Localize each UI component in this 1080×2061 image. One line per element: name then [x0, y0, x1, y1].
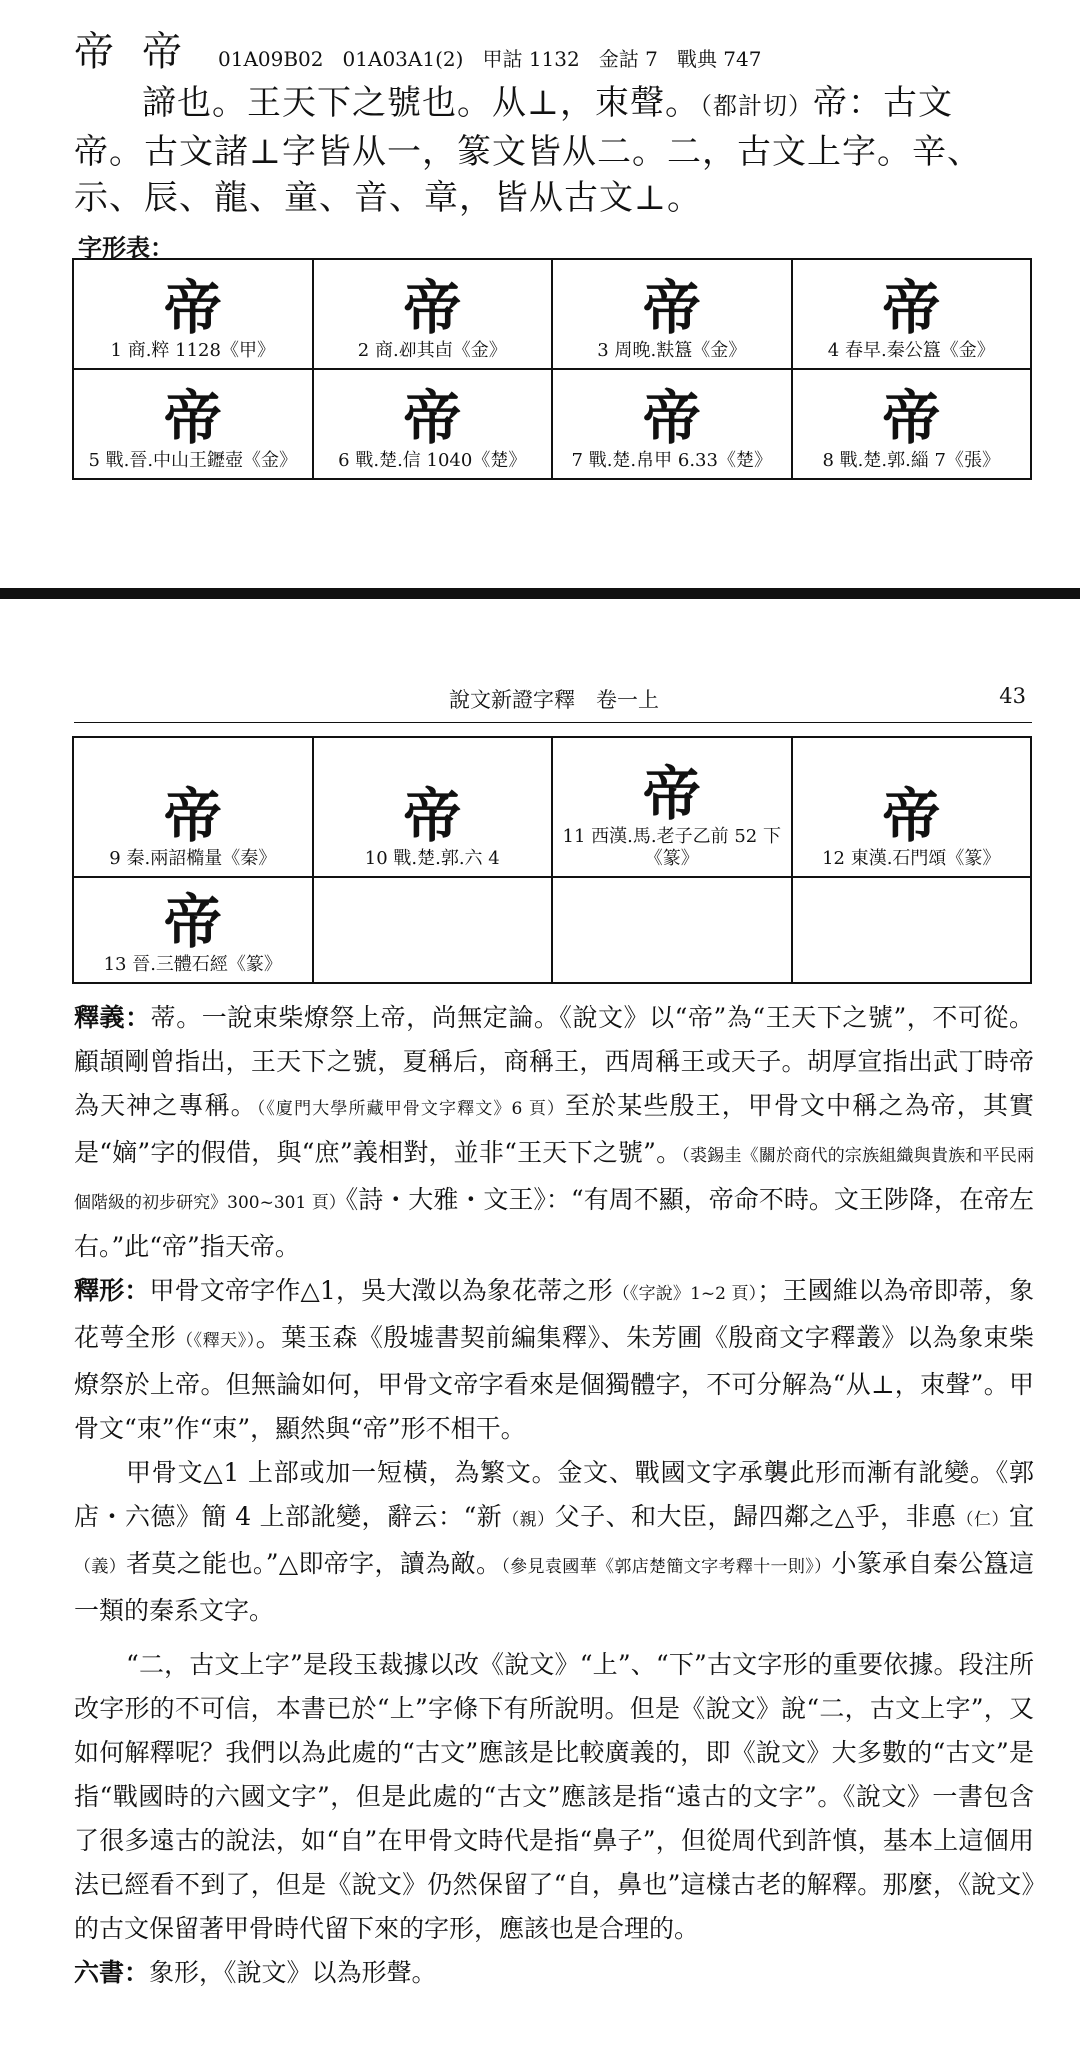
glyph-cell	[73, 737, 313, 877]
citation-note: （親）	[502, 1510, 555, 1530]
glyph-cell	[313, 259, 553, 369]
glyph-cell-empty	[792, 877, 1032, 983]
paragraph-text: ；王國維以為帝即蒂，象花萼全形	[74, 1276, 1034, 1352]
paragraph-text: 宜	[1008, 1502, 1034, 1531]
glyph-caption: 6 戰.楚.信 1040《楚》	[338, 450, 527, 471]
shixing-label: 釋形：	[74, 1276, 150, 1305]
glyph-cell	[552, 369, 792, 479]
glyph-table-part-2	[72, 736, 1032, 984]
glyph-caption: 1 商.粹 1128《甲》	[110, 340, 275, 361]
paragraph-text: 父子、和大臣，歸四鄰之△乎，非悳	[554, 1502, 957, 1531]
definition-line-3: 示、辰、龍、童、音、章，皆从古文⊥。	[74, 178, 702, 218]
seal-script-headword: 帝	[74, 29, 114, 75]
glyph-caption: 5 戰.晉.中山王䥶壺《金》	[88, 450, 298, 471]
paragraph-text: 甲骨文△1 上部或加一短橫，為繁文。金文、戰國文字承襲此形而漸有訛變。《郭店・六德》簡 4 上部訛變，辭云：“新	[74, 1458, 1034, 1531]
glyph-cell	[552, 259, 792, 369]
running-head-rule	[74, 722, 1032, 723]
glyph-image: 帝	[403, 384, 462, 452]
paragraph-text: 至於某些殷王，甲骨文中稱之為帝，其實是“嫡”字的假借，與“庶”義相對，並非“王天下之號”。	[74, 1091, 1034, 1167]
citation-note: （仁）	[956, 1510, 1009, 1530]
glyph-image: 帝	[642, 384, 701, 452]
glyph-cell	[73, 259, 313, 369]
glyph-caption: 8 戰.楚.郭.緇 7《張》	[822, 450, 1000, 471]
citation-note: （參見袁國華《郭店楚簡文字考釋十一則》）	[501, 1557, 832, 1577]
shixing-paragraph-3: “二，古文上字”是段玉裁據以改《說文》“上”、“下”古文字形的重要依據。段注所改字形的不可信，本書已於“上”字條下有所說明。但是《說文》說“二，古文上字”，又如何解釋呢？我們以為此處的“古文”應該是比較廣義的，即《說文》大多數的“古文”是指“戰國時的六國文字”，但是此處的“古文”應該是指“遠古的文字”。《說文》一書包含了很多遠古的說法，如“自”在甲骨文時代是指“鼻子”，但從周代到許慎，基本上這個用法已經看不到了，但是《說文》仍然保留了“自，鼻也”這樣古老的解釋。那麼，《說文》的古文保留著甲骨時代留下來的字形，應該也是合理的。	[74, 1650, 1034, 1943]
glyph-image: 帝	[642, 760, 701, 828]
definition-text: ：古文	[847, 83, 953, 123]
glyph-caption	[553, 976, 791, 982]
headword: 帝	[142, 29, 182, 75]
shixing-paragraph-2	[74, 1451, 1034, 1633]
glyph-caption: 11 西漢.馬.老子乙前 52 下《篆》	[562, 826, 781, 869]
liushu-label: 六書：	[74, 1958, 150, 1987]
citation-note: （《廈門大學所藏甲骨文字釋文》6 頁）	[256, 1099, 566, 1119]
paragraph-text: 象形，《說文》以為形聲。	[149, 1958, 437, 1987]
running-head-title: 說文新證字釋 卷一上	[449, 688, 659, 712]
paragraph-text: 蒂。一說束柴燎祭上帝，尚無定論。《說文》以“帝”為“王天下之號”，不可從。顧頡剛曾指出，王天下之號，夏稱后，商稱王，西周稱王或天子。胡厚宣指出武丁時帝為天神之專稱。	[74, 1003, 1034, 1120]
glyph-caption	[314, 976, 552, 982]
glyph-table-row	[73, 737, 1031, 877]
paragraph-text: 《詩・大雅・文王》：“有周不顯，帝命不時。文王陟降，在帝左右。”此“帝”指天帝。	[74, 1185, 1034, 1261]
glyph-table-part-1	[72, 258, 1032, 480]
glyph-caption: 7 戰.楚.帛甲 6.33《楚》	[571, 450, 772, 471]
glyph-cell	[792, 737, 1032, 877]
shuowen-definition	[74, 80, 1034, 221]
glyph-image: 帝	[882, 274, 941, 342]
shiyi-paragraph	[74, 996, 1034, 1269]
glyph-caption: 10 戰.楚.郭.六 4	[364, 848, 500, 869]
glyph-cell	[73, 369, 313, 479]
shixing-paragraph	[74, 1269, 1034, 1451]
glyph-image: 帝	[163, 274, 222, 342]
glyph-image: 帝	[163, 384, 222, 452]
reference-codes: 01A09B02 01A03A1(2) 甲詁 1132 金詁 7 戰典 747	[218, 47, 762, 71]
glyph-caption: 2 商.𠨘其卣《金》	[357, 340, 507, 361]
page-break-divider	[0, 588, 1080, 599]
paragraph-text: 者莫之能也。”△即帝字，讀為敵。	[126, 1549, 502, 1578]
glyph-caption: 4 春早.秦公簋《金》	[827, 340, 995, 361]
citation-note: （裘錫圭《關於商代的宗族組織與貴族和平民兩個階級的初步研究》300~301 頁）	[74, 1146, 1035, 1213]
glyph-image: 帝	[403, 274, 462, 342]
glyph-cell	[313, 369, 553, 479]
glyph-caption	[793, 976, 1031, 982]
liushu-paragraph	[74, 1951, 1034, 1995]
glyph-cell	[73, 877, 313, 983]
paragraph-text: 。葉玉森《殷墟書契前編集釋》、朱芳圃《殷商文字釋叢》以為象束柴燎祭於上帝。但無論如何，甲骨文帝字看來是個獨體字，不可分解為“从⊥，朿聲”。甲骨文“朿”作“朿”，顯然與“帝”形不相干。	[74, 1323, 1034, 1443]
glyph-image: 帝	[403, 782, 462, 850]
glyph-table-row	[73, 259, 1031, 369]
glyph-caption: 9 秦.兩詔橢量《秦》	[109, 848, 277, 869]
glyph-image: 帝	[642, 274, 701, 342]
glyph-table-row	[73, 369, 1031, 479]
running-head	[74, 684, 1034, 718]
fanqie-note: （都計切）	[699, 92, 813, 120]
glyph-table-row	[73, 877, 1031, 983]
definition-line-1	[74, 80, 1034, 129]
commentary-body	[74, 996, 1034, 1995]
glyph-caption: 12 東漢.石門頌《篆》	[822, 848, 1001, 869]
definition-text: 諦也。王天下之號也。从⊥，朿聲。	[142, 83, 700, 123]
definition-line-2: 帝。古文諸⊥字皆从一，篆文皆从二。二，古文上字。辛、	[74, 132, 982, 172]
glyph-cell	[792, 259, 1032, 369]
glyph-image: 帝	[163, 782, 222, 850]
glyph-cell-empty	[552, 877, 792, 983]
ancient-form-glyph: 帝	[812, 83, 848, 123]
glyph-table-label: 字形表：	[78, 233, 174, 262]
glyph-image: 帝	[163, 888, 222, 956]
glyph-image: 帝	[882, 782, 941, 850]
glyph-caption: 3 周晚.㝬簋《金》	[597, 340, 747, 361]
citation-note: （《釋天》）	[176, 1331, 256, 1351]
entry-headline	[74, 30, 1014, 74]
glyph-cell	[792, 369, 1032, 479]
shiyi-label: 釋義：	[74, 1003, 151, 1032]
paragraph-text: 甲骨文帝字作△1，吳大澂以為象花蒂之形	[149, 1276, 613, 1305]
glyph-cell	[552, 737, 792, 877]
paragraph-text: 小篆承自秦公簋這一類的秦系文字。	[74, 1549, 1035, 1625]
glyph-image: 帝	[882, 384, 941, 452]
glyph-cell-empty	[313, 877, 553, 983]
glyph-caption: 13 晉.三體石經《篆》	[103, 954, 282, 975]
citation-note: （義）	[74, 1557, 127, 1577]
citation-note: （《字說》1~2 頁）	[612, 1284, 758, 1304]
glyph-cell	[313, 737, 553, 877]
page-number: 43	[999, 684, 1026, 708]
